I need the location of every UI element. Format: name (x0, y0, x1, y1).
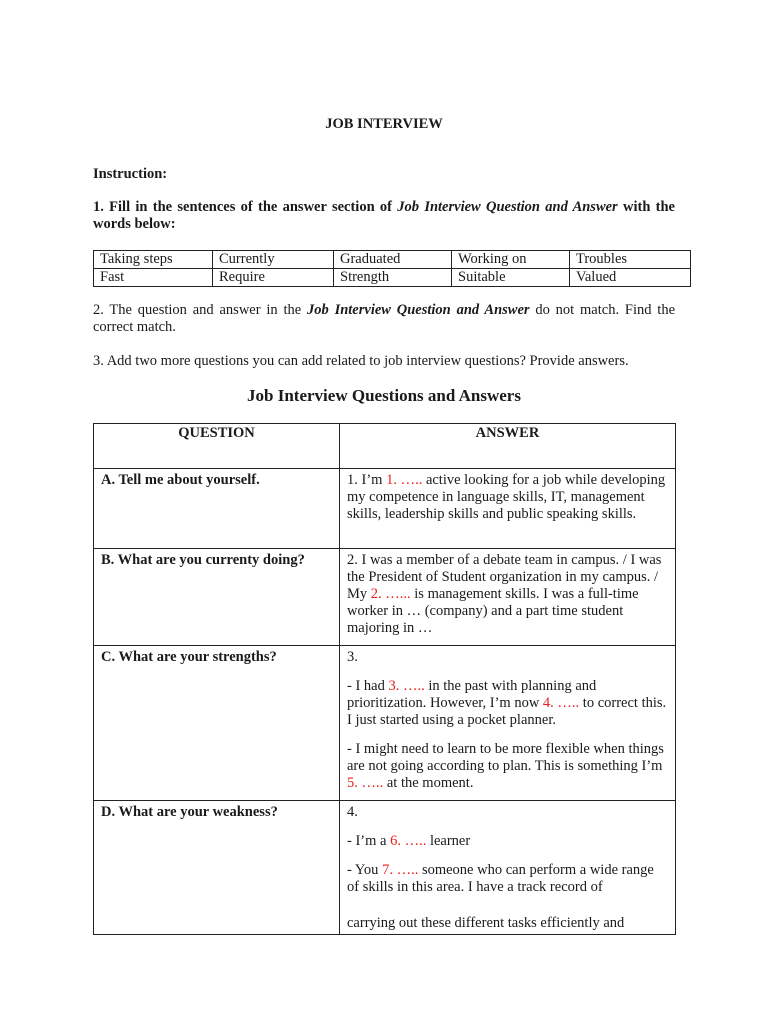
qa-header-row (94, 424, 676, 469)
answer-cell (340, 549, 676, 646)
qa-table (93, 423, 676, 935)
instruction-2-suffix: do not match. Find the correct match. (93, 302, 676, 335)
answer-paragraph (347, 552, 668, 637)
word-bank-cell: Taking steps (94, 251, 213, 269)
word-bank-cell: Currently (213, 251, 334, 269)
instruction-label: Instruction: (93, 166, 168, 182)
answer-paragraph (347, 862, 668, 896)
answer-number: 3. (347, 649, 358, 665)
answer-text: active looking for a job while developing my competence in language skills, IT, management skills, leadership skills and public speaking skills. (347, 472, 666, 522)
answer-cell (340, 801, 676, 935)
word-bank-cell: Graduated (334, 251, 452, 269)
question-cell: D. What are your weakness? (94, 801, 340, 935)
instruction-1-suffix: with the words below: (93, 199, 675, 232)
blank-2: 2. …... (370, 586, 411, 602)
instruction-2-prefix: 2. The question and answer in the (93, 302, 307, 318)
word-bank-cell: Strength (334, 269, 452, 287)
instruction-1-prefix: 1. Fill in the sentences of the answer section of (93, 199, 398, 215)
document-title: JOB INTERVIEW (325, 116, 443, 132)
answer-text: 2. I was a member of a debate team in campus. / I was the President of Student organization in my campus. / My (347, 552, 662, 602)
answer-text: to correct this. I just started using a pocket planner. (347, 695, 667, 728)
table-row (94, 469, 676, 549)
question-header: QUESTION (94, 424, 340, 469)
answer-text: - You (347, 862, 383, 878)
blank-3: 3. ….. (388, 678, 425, 694)
instruction-2 (93, 302, 675, 336)
instruction-1 (93, 199, 675, 233)
word-bank-cell: Troubles (570, 251, 691, 269)
answer-text: is management skills. I was a full-time worker in … (company) and a part time student majoring in … (347, 586, 639, 636)
answer-text: someone who can perform a wide range of skills in this area. I have a track record of (347, 862, 654, 895)
answer-number: 4. (347, 804, 358, 820)
answer-cell (340, 646, 676, 801)
answer-cell (340, 469, 676, 549)
word-bank-cell: Suitable (452, 269, 570, 287)
answer-paragraph (347, 678, 668, 729)
table-row (94, 801, 676, 935)
instruction-1-emphasis: Job Interview Question and Answer (397, 199, 618, 215)
answer-header: ANSWER (340, 424, 676, 469)
question-cell: C. What are your strengths? (94, 646, 340, 801)
answer-text: 1. I’m (347, 472, 387, 488)
answer-text: in the past with planning and prioritization. However, I’m now (347, 678, 597, 711)
answer-paragraph (347, 833, 668, 850)
blank-4: 4. ….. (542, 695, 580, 711)
answer-paragraph (347, 472, 668, 523)
answer-paragraph-continued: carrying out these different tasks efficiently and (347, 915, 625, 931)
table-row (94, 549, 676, 646)
word-bank-table (93, 250, 691, 287)
word-bank-cell: Fast (94, 269, 213, 287)
answer-text: - I had (347, 678, 389, 694)
qa-table-title: Job Interview Questions and Answers (247, 386, 521, 405)
word-bank-cell: Valued (570, 269, 691, 287)
answer-paragraph (347, 741, 668, 792)
word-bank-cell: Require (213, 269, 334, 287)
word-bank-row (94, 269, 691, 287)
question-cell: A. Tell me about yourself. (94, 469, 340, 549)
instruction-3: 3. Add two more questions you can add related to job interview questions? Provide answers. (93, 353, 629, 369)
question-cell: B. What are you currenty doing? (94, 549, 340, 646)
answer-text: learner (426, 833, 471, 849)
blank-7: 7. ….. (382, 862, 419, 878)
answer-text: - I might need to learn to be more flexible when things are not going according to plan. This is something I’m (347, 741, 664, 774)
answer-text: at the moment. (383, 775, 474, 791)
blank-5: 5. ….. (347, 775, 384, 791)
word-bank-row (94, 251, 691, 269)
blank-6: 6. ….. (390, 833, 427, 849)
table-row (94, 646, 676, 801)
answer-text: - I’m a (347, 833, 391, 849)
instruction-2-emphasis: Job Interview Question and Answer (307, 302, 530, 318)
word-bank-cell: Working on (452, 251, 570, 269)
blank-1: 1. ….. (386, 472, 423, 488)
